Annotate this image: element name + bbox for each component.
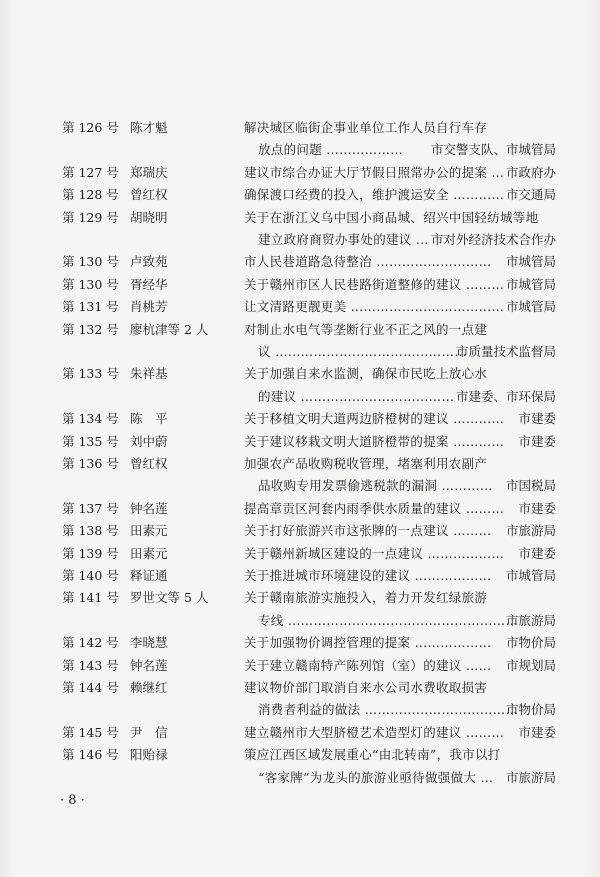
entry-line xyxy=(0,498,600,520)
entry-number: 第 146 号 xyxy=(62,747,119,763)
entry-department: 市建委 xyxy=(518,433,556,449)
entry-title: 关于加强物价调控管理的提案 ……………… xyxy=(244,635,492,651)
entry-author: 罗世文等 5 人 xyxy=(130,590,209,606)
entry-title: 关于移植文明大道两边脐橙树的建议 ………… xyxy=(244,411,505,427)
entry-author: 钟名莲 xyxy=(130,500,168,516)
entry-title: 关于加强自来水监测，确保市民吃上放心水 xyxy=(244,366,488,382)
entry-title: “客家牌”为龙头的旅游业亟待做强做大 … xyxy=(258,769,494,785)
entry-line xyxy=(0,117,600,139)
entry-title: 市人民巷道路急待整治 ……………………… xyxy=(244,254,492,270)
entry-author: 朱祥基 xyxy=(130,366,168,382)
entry-line xyxy=(0,655,600,677)
entry-line xyxy=(0,162,600,184)
entry-line xyxy=(0,610,600,632)
entry-department: 市建委 xyxy=(518,500,556,516)
entry-line xyxy=(0,767,600,789)
entry-line xyxy=(0,408,600,430)
entry-line xyxy=(0,699,600,721)
entry-department: 市物价局 xyxy=(505,635,556,651)
entry-author: 廖杭津等 2 人 xyxy=(130,321,209,337)
entry-line xyxy=(0,363,600,385)
entry-line xyxy=(0,475,600,497)
entry-department: 市交警支队、市城管局 xyxy=(430,142,556,158)
entry-author: 曾红权 xyxy=(130,187,168,203)
entry-department: 市城管局 xyxy=(505,568,556,583)
entry-title: 建立赣州市大型脐橙艺术造型灯的建议 ……… xyxy=(244,724,505,740)
entry-line xyxy=(0,632,600,654)
entry-line xyxy=(0,520,600,542)
entry-line xyxy=(0,587,600,609)
entry-line xyxy=(0,431,600,453)
entry-author: 钟名莲 xyxy=(130,657,168,673)
entry-department: 市质量技术监督局 xyxy=(455,344,556,359)
entry-line xyxy=(0,251,600,273)
entry-line xyxy=(0,341,600,363)
entry-title: 提高章贡区河套内雨季供水质量的建议 ……… xyxy=(244,500,505,516)
entry-author: 曾红权 xyxy=(130,456,168,471)
entry-number: 第 135 号 xyxy=(62,433,119,449)
entry-author: 陈 平 xyxy=(130,411,168,427)
entry-department: 市建委、市环保局 xyxy=(455,388,556,404)
entry-department: 市建委 xyxy=(518,411,556,427)
entry-author: 阳贻禄 xyxy=(130,747,168,763)
entry-number: 第 143 号 xyxy=(62,657,119,673)
entry-title: 议 ……………………………………… xyxy=(258,344,468,359)
entry-title: 策应江西区域发展重心“由北转南”，我市以打 xyxy=(244,747,501,763)
entry-department: 市城管局 xyxy=(505,299,556,315)
page-number: · 8 · xyxy=(60,793,85,808)
entry-title: 关于建议移栽文明大道脐橙带的提案 ………… xyxy=(244,433,505,449)
entry-title: 解决城区临街企事业单位工作人员自行车存 xyxy=(244,120,488,135)
entry-author: 释证通 xyxy=(130,568,168,583)
entry-department: 市国税局 xyxy=(505,478,556,494)
entry-title: 确保渡口经费的投入，维护渡运安全 ………… xyxy=(244,187,505,203)
entry-title: 品收购专用发票偷逃税款的漏洞 ………… xyxy=(258,478,493,494)
entry-number: 第 127 号 xyxy=(62,164,119,180)
entry-author: 卢致苑 xyxy=(130,254,168,270)
entry-line xyxy=(0,744,600,766)
entry-line xyxy=(0,543,600,565)
entry-line xyxy=(0,207,600,229)
entry-author: 郑瑞庆 xyxy=(130,164,168,180)
entry-title: 放点的问题 ……………… xyxy=(258,142,404,158)
entry-number: 第 132 号 xyxy=(62,321,119,337)
entry-number: 第 141 号 xyxy=(62,590,119,606)
entry-department: 市旅游局 xyxy=(505,769,556,785)
entry-number: 第 129 号 xyxy=(62,209,119,225)
entry-number: 第 133 号 xyxy=(62,366,119,382)
entry-title: 建议市综合办证大厅节假日照常办公的提案 … xyxy=(244,164,505,180)
entry-title: 加强农产品收购税收管理，堵塞利用农副产 xyxy=(244,456,488,471)
entry-line xyxy=(0,139,600,161)
entry-author: 胡晓明 xyxy=(130,209,168,225)
entry-line xyxy=(0,722,600,744)
entry-department: 市政府办 xyxy=(505,164,556,180)
entry-author: 肖桃芳 xyxy=(130,299,168,315)
entry-title: 关于推进城市环境建设的建议 ……………… xyxy=(244,568,492,583)
entry-department: 市旅游局 xyxy=(505,523,556,539)
entry-title: 让文清路更靓更美 ……………………………… xyxy=(244,299,505,315)
entry-line xyxy=(0,677,600,699)
entry-number: 第 140 号 xyxy=(62,568,119,583)
entry-title: 关于赣南旅游实施投入，着力开发红绿旅游 xyxy=(244,590,488,606)
entry-department: 市交通局 xyxy=(505,187,556,203)
entry-author: 陈才魁 xyxy=(130,120,168,135)
entry-department: 市城管局 xyxy=(505,254,556,270)
entry-department: 市城管局 xyxy=(505,276,556,292)
entry-title: 关于建立赣南特产陈列馆（室）的建议 …… xyxy=(244,657,492,673)
entry-line xyxy=(0,565,600,587)
entry-department: 市规划局 xyxy=(505,657,556,673)
entry-department: 市建委 xyxy=(518,724,556,740)
entry-title: 的建议 ……………………………… xyxy=(258,388,455,404)
entry-title: 对制止水电气等垄断行业不正之风的一点建 xyxy=(244,321,488,337)
entry-number: 第 126 号 xyxy=(62,120,119,135)
entry-number: 第 138 号 xyxy=(62,523,119,539)
entry-line xyxy=(0,386,600,408)
entry-number: 第 139 号 xyxy=(62,545,119,561)
entry-number: 第 131 号 xyxy=(62,299,119,315)
entry-title: 关于赣州新城区建设的一点建议 ……………… xyxy=(244,545,505,561)
entry-author: 尹 信 xyxy=(130,724,168,740)
entry-number: 第 142 号 xyxy=(62,635,119,651)
entry-number: 第 128 号 xyxy=(62,187,119,203)
entry-number: 第 137 号 xyxy=(62,500,119,516)
entry-department: 市建委 xyxy=(518,545,556,561)
entry-author: 田素元 xyxy=(130,545,168,561)
entry-line xyxy=(0,229,600,251)
entry-department: 市物价局 xyxy=(505,702,556,718)
entry-line xyxy=(0,319,600,341)
entry-line xyxy=(0,184,600,206)
entry-number: 第 144 号 xyxy=(62,680,119,695)
entry-line xyxy=(0,453,600,475)
entry-number: 第 136 号 xyxy=(62,456,119,471)
entry-author: 刘中蔚 xyxy=(130,433,168,449)
entry-title: 关于打好旅游兴市这张牌的一点建议 ……… xyxy=(244,523,492,539)
entry-line xyxy=(0,274,600,296)
entry-number: 第 134 号 xyxy=(62,411,119,427)
entry-author: 田素元 xyxy=(130,523,168,539)
entry-author: 赖继红 xyxy=(130,680,168,695)
entry-title: 消费者利益的做法 ……………………………… xyxy=(258,702,519,718)
entry-title: 关于赣州市区人民巷路街道整修的建议 ……… xyxy=(244,276,505,292)
entry-title: 专线 ……………………………………………… xyxy=(258,612,519,628)
entry-title: 建立政府商贸办事处的建议 … xyxy=(258,232,429,247)
entry-title: 关于在浙江义乌中国小商品城、绍兴中国轻纺城等地 xyxy=(244,209,539,225)
entry-title: 建议物价部门取消自来水公司水费收取损害 xyxy=(244,680,488,695)
entry-line xyxy=(0,296,600,318)
entry-department: 市对外经济技术合作办 xyxy=(430,232,556,247)
entry-department: 市旅游局 xyxy=(505,612,556,628)
entry-number: 第 130 号 xyxy=(62,276,119,292)
entry-number: 第 130 号 xyxy=(62,254,119,270)
entry-number: 第 145 号 xyxy=(62,724,119,740)
entry-author: 胥经华 xyxy=(130,276,168,292)
entry-author: 李晓慧 xyxy=(130,635,168,651)
